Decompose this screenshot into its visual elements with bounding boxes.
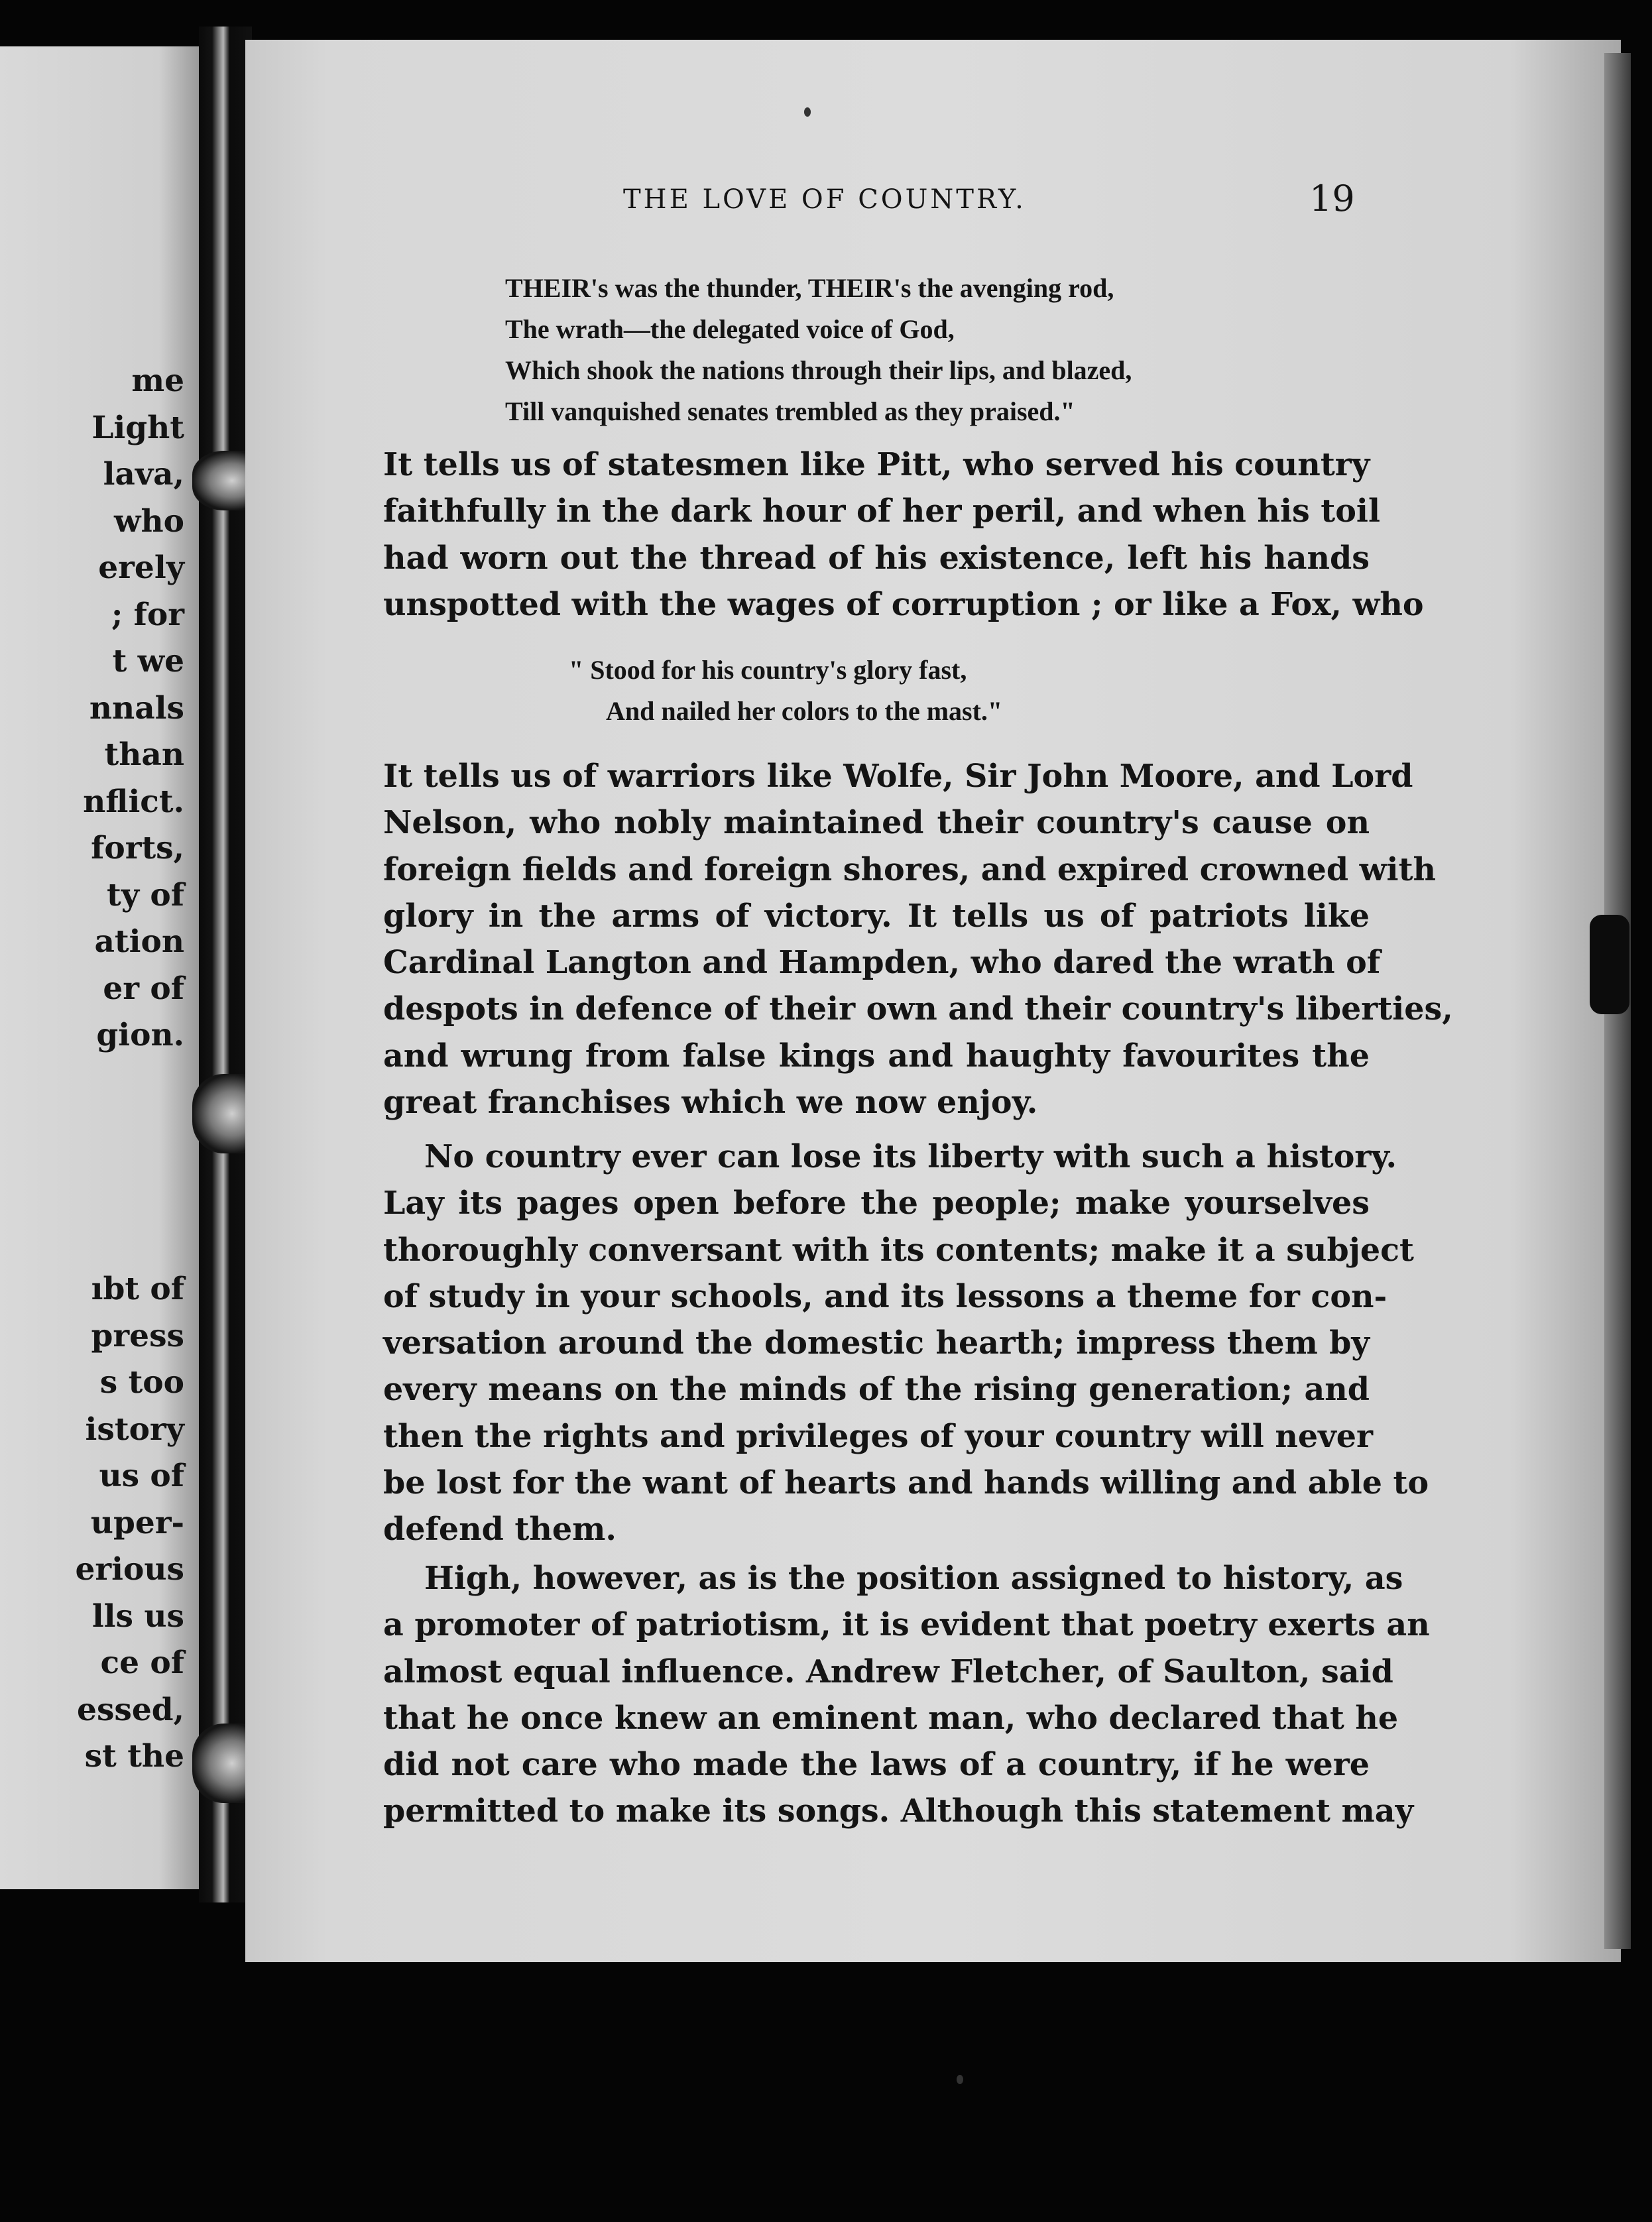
- verse-line: And nailed her colors to the mast.": [606, 696, 1003, 726]
- facing-page-fragment: lls us: [91, 1598, 184, 1635]
- text-line: defend them.: [383, 1511, 617, 1549]
- verse-line: Which shook the nations through their lips, and blazed,: [505, 355, 1132, 385]
- text-line: despots in defence of their own and their country's liberties,: [383, 990, 1453, 1028]
- text-line: be lost for the want of hearts and hands willing and able to: [383, 1464, 1429, 1502]
- text-line: that he once knew an eminent man, who declared that he: [383, 1699, 1399, 1737]
- binder-clip: [1590, 915, 1629, 1014]
- text-line: High, however, as is the position assigned to history, as: [424, 1560, 1403, 1597]
- facing-page-fragment: ıbt of: [91, 1271, 184, 1307]
- facing-page-fragment: st the: [84, 1738, 184, 1775]
- ink-fleck: [957, 2075, 963, 2084]
- text-line: No country ever can lose its liberty with such a history.: [424, 1138, 1397, 1175]
- text-line: unspotted with the wages of corruption ; or like a Fox, who: [383, 585, 1424, 623]
- text-line: great franchises which we now enjoy.: [383, 1084, 1038, 1122]
- text-line: did not care who made the laws of a country, if he were: [383, 1746, 1370, 1784]
- verse-line: The wrath—the delegated voice of God,: [505, 314, 955, 344]
- verse-line: " Stood for his country's glory fast,: [569, 655, 967, 685]
- text-line: permitted to make its songs. Although this statement may: [383, 1792, 1414, 1830]
- text-line: a promoter of patriotism, it is evident that poetry exerts an: [383, 1606, 1430, 1644]
- text-line: foreign fields and foreign shores, and expired crowned with: [383, 850, 1437, 888]
- facing-page-fragment: uper-: [90, 1504, 184, 1541]
- facing-page-fragment: erious: [75, 1551, 184, 1588]
- text-line: It tells us of warriors like Wolfe, Sir John Moore, and Lord: [383, 758, 1413, 795]
- facing-page-fragment: ation: [94, 923, 184, 960]
- text-line: Nelson, who nobly maintained their country's cause on: [383, 804, 1370, 842]
- paragraph: [383, 441, 1424, 628]
- facing-page-fragment: essed,: [77, 1691, 184, 1728]
- ink-fleck: [804, 107, 811, 117]
- text-line: every means on the minds of the rising generation; and: [383, 1371, 1370, 1409]
- paragraph: [383, 1134, 1429, 1553]
- text-line: then the rights and privileges of your country will never: [383, 1417, 1373, 1455]
- text-line: of study in your schools, and its lessons a theme for con-: [383, 1277, 1387, 1315]
- facing-page-fragment: t we: [112, 643, 184, 679]
- facing-page-fragment: us of: [99, 1458, 184, 1494]
- facing-page-fragment: nnals: [89, 689, 184, 727]
- page-number: 19: [1309, 178, 1355, 219]
- facing-page-fragment: press: [91, 1317, 184, 1354]
- facing-page: [0, 46, 199, 1889]
- facing-page-fragment: ty of: [107, 876, 184, 913]
- text-line: It tells us of statesmen like Pitt, who served his country: [383, 446, 1370, 483]
- facing-page-fragment: Light: [91, 409, 184, 446]
- facing-page-lower-text: [0, 1266, 184, 1781]
- verse-line: THEIR's was the thunder, THEIR's the avenging rod,: [505, 273, 1114, 303]
- verse-line: Till vanquished senates trembled as they praised.": [505, 396, 1075, 426]
- facing-page-fragment: than: [104, 736, 184, 773]
- verse-quotation: [505, 268, 1132, 432]
- facing-page-fragment: who: [114, 502, 184, 540]
- text-line: faithfully in the dark hour of her peril, and when his toil: [383, 493, 1380, 530]
- text-line: glory in the arms of victory. It tells us of patriots like: [383, 897, 1370, 935]
- book-spine: [199, 27, 252, 1902]
- facing-page-fragment: ; for: [111, 596, 184, 633]
- facing-page-fragment: gion.: [96, 1017, 184, 1053]
- facing-page-upper-text: [0, 358, 184, 1059]
- paragraph: [383, 753, 1453, 1126]
- facing-page-fragment: me: [131, 363, 184, 399]
- facing-page-fragment: lava,: [103, 456, 184, 493]
- paragraph: [383, 1555, 1430, 1835]
- facing-page-fragment: s too: [99, 1364, 184, 1401]
- text-line: Lay its pages open before the people; make yourselves: [383, 1185, 1370, 1222]
- text-line: versation around the domestic hearth; impress them by: [383, 1324, 1370, 1362]
- facing-page-fragment: nflict.: [83, 783, 184, 820]
- facing-page-fragment: istory: [85, 1411, 184, 1448]
- page-header: [0, 178, 1652, 224]
- text-line: almost equal influence. Andrew Fletcher, of Saulton, said: [383, 1653, 1393, 1690]
- text-line: thoroughly conversant with its contents; make it a subject: [383, 1231, 1414, 1269]
- verse-quotation: [569, 650, 1002, 732]
- running-title: THE LOVE OF COUNTRY.: [623, 184, 1026, 215]
- facing-page-fragment: erely: [98, 550, 184, 586]
- text-line: and wrung from false kings and haughty favourites the: [383, 1037, 1370, 1075]
- text-line: Cardinal Langton and Hampden, who dared the wrath of: [383, 944, 1381, 982]
- text-line: had worn out the thread of his existence, left his hands: [383, 539, 1370, 577]
- facing-page-fragment: er of: [103, 970, 184, 1007]
- facing-page-fragment: forts,: [91, 830, 184, 866]
- facing-page-fragment: ce of: [100, 1645, 184, 1681]
